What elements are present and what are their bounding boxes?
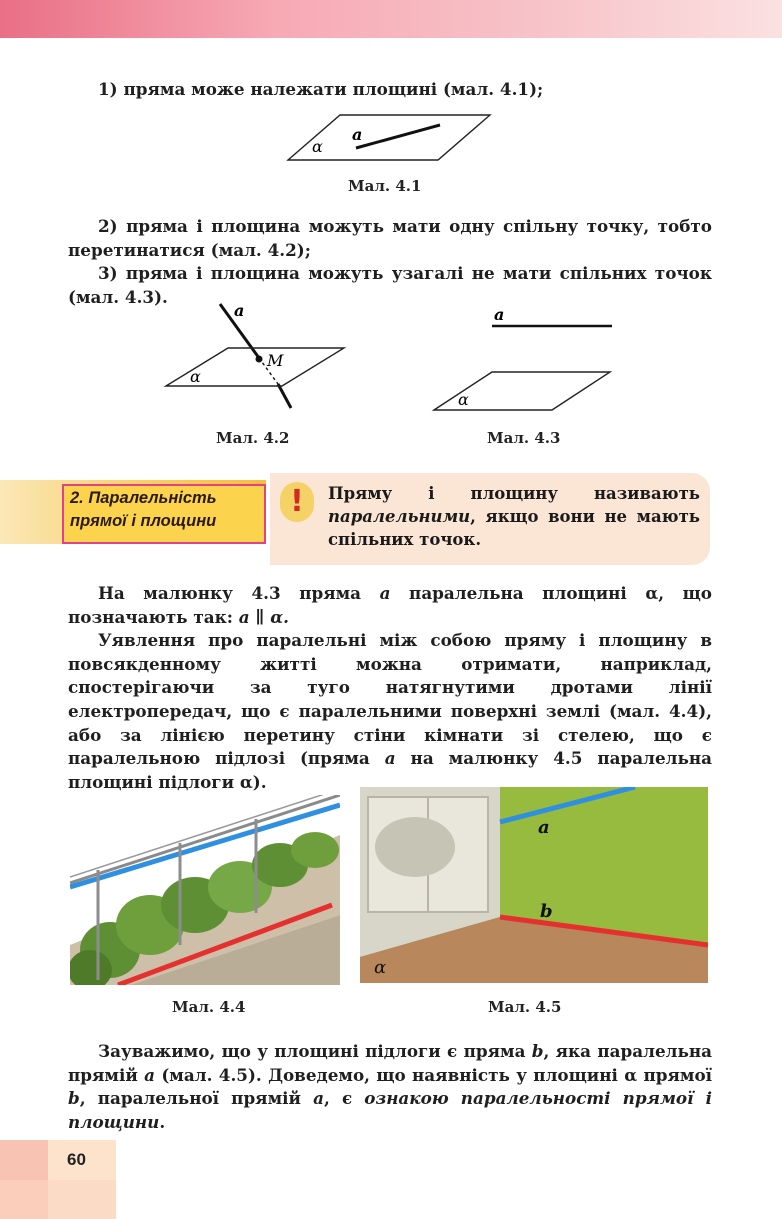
label-a: a: [234, 301, 245, 320]
p3-text-e: , є: [323, 1088, 365, 1109]
caption-4-5: Мал. 4.5: [488, 998, 562, 1016]
line-a: [356, 125, 440, 148]
list-item-1: [68, 78, 712, 102]
label-a: a: [352, 125, 363, 144]
p3-text-f: .: [159, 1111, 166, 1132]
exclamation-icon: !: [280, 482, 314, 522]
caption-4-3: Мал. 4.3: [487, 429, 561, 447]
page-number: 60: [67, 1150, 86, 1169]
p1-var-a: a: [379, 583, 391, 603]
figure-4-2: [160, 300, 355, 418]
final-paragraph: [68, 1040, 712, 1134]
label-a: a: [538, 817, 550, 838]
label-alpha: α: [458, 390, 469, 409]
p1-text-b: паралельна площині α, що позначають так:: [68, 583, 712, 627]
top-decorative-band: [0, 0, 782, 38]
p1-formula: a ∥ α.: [238, 606, 289, 627]
list-item-3-text: 3) пряма і площина можуть узагалі не мати спільних точок (мал. 4.3).: [68, 263, 712, 307]
p3-var-a2: a: [313, 1088, 324, 1109]
corner-decoration-3: [0, 1180, 116, 1219]
paragraph-1: [68, 582, 712, 629]
caption-4-4: Мал. 4.4: [172, 998, 246, 1016]
p1-text-a: На малюнку 4.3 пряма: [98, 583, 380, 603]
section-title-line-2: прямої і площини: [70, 512, 217, 530]
p3-text-c: (мал. 4.5). Доведемо, що наявність у площині α прямої: [155, 1064, 713, 1085]
p3-text-b: , яка паралельна прямій: [68, 1041, 712, 1085]
line-a-lower: [278, 384, 291, 408]
paragraph-3: [68, 1040, 712, 1134]
tree-silhouette: [375, 817, 455, 877]
point-m: [256, 356, 263, 363]
p3-term: ознакою паралельності прямої і площини: [68, 1088, 712, 1132]
p3-var-b2: b: [68, 1088, 80, 1109]
list-items-2-3: [68, 215, 712, 309]
list-item-1-text: 1) пряма може належати площині (мал. 4.1);: [98, 79, 544, 99]
p2-text-a: Уявлення про паралельні між собою пряму і площину в повсякденному житті можна отримати, наприклад, спостерігаючи за туго натягнутими дротами лінії електропередач, що є паралельними поверхні землі (мал. 4.4), або за лінією перетину стіни кімнати зі стелею, що є паралельною підлозі (пряма: [68, 630, 712, 769]
paragraph-2: [68, 629, 712, 794]
p2-var-a: a: [384, 748, 396, 769]
section-title: [70, 487, 260, 533]
p3-text-a: Зауважимо, що у площині підлоги є пряма: [98, 1041, 532, 1061]
p3-text-d: , паралельної прямій: [79, 1088, 314, 1109]
definition-text: [328, 482, 700, 551]
definition-part-2: , якщо вони не мають спільних точок.: [328, 507, 700, 549]
label-alpha: α: [374, 957, 387, 978]
label-a: a: [494, 305, 505, 324]
label-m: M: [267, 351, 284, 370]
caption-4-1: Мал. 4.1: [348, 177, 422, 195]
body-paragraphs: [68, 582, 712, 794]
p3-var-a: a: [144, 1064, 156, 1085]
figure-4-4-power-lines-photo: [70, 795, 340, 985]
section-title-line-1: 2. Паралельність: [70, 489, 217, 507]
p3-var-b: b: [531, 1041, 544, 1061]
caption-4-2: Мал. 4.2: [216, 429, 290, 447]
figure-4-5-room-photo: [360, 787, 708, 983]
p2-text-b: на малюнку 4.5 паралельна площині підлоги α).: [68, 748, 712, 792]
label-alpha: α: [190, 367, 201, 386]
definition-part-1: Пряму і площину називають: [328, 484, 700, 503]
label-alpha: α: [312, 137, 323, 156]
definition-term: паралельними: [328, 507, 471, 526]
list-item-2-text: 2) пряма і площина можуть мати одну спільну точку, тобто перетинатися (мал. 4.2);: [68, 216, 712, 260]
label-b: b: [540, 901, 553, 922]
figure-4-3: [428, 300, 623, 418]
figure-4-1: [280, 110, 500, 166]
